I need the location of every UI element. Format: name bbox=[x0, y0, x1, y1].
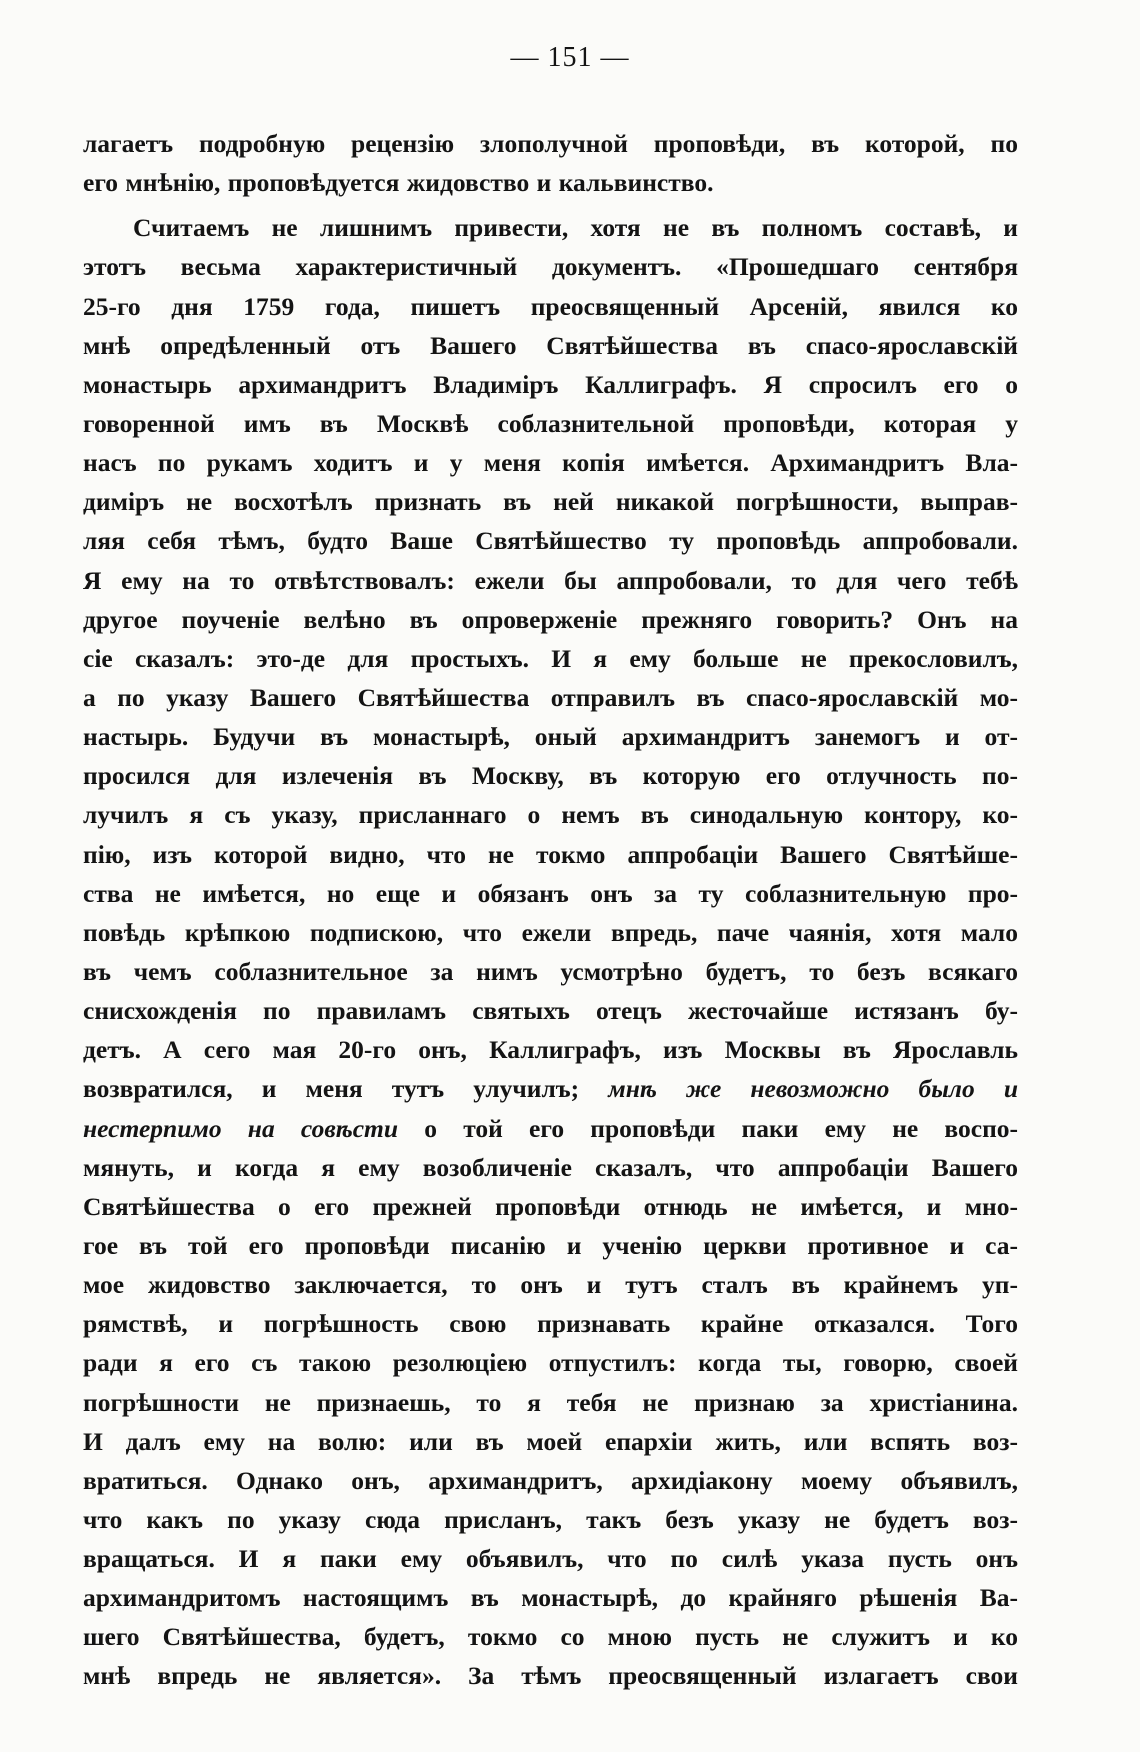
text-line: вращаться. И я паки ему объявилъ, что по силѣ указа пусть онъ bbox=[83, 1544, 1018, 1574]
text-line: мое жидовство заключается, то онъ и тутъ сталъ въ крайнемъ уп- bbox=[83, 1270, 1018, 1300]
text-line bbox=[83, 1069, 1018, 1108]
text-line: сіе сказалъ: это-де для простыхъ. И я ему больше не прекословилъ, bbox=[83, 643, 1018, 673]
text-line: насъ по рукамъ ходитъ и у меня копія имѣется. Архимандритъ Вла- bbox=[83, 448, 1018, 478]
text-line: детъ. А сего мая 20-го онъ, Каллиграфъ, изъ Москвы въ Ярославль bbox=[83, 1035, 1018, 1065]
text-line: И далъ ему на волю: или въ моей епархіи жить, или вспять воз- bbox=[83, 1426, 1018, 1456]
text-line: его мнѣнію, проповѣдуется жидовство и кальвинство. bbox=[83, 168, 714, 198]
text-line: настырь. Будучи въ монастырѣ, оный архимандритъ занемогъ и от- bbox=[83, 722, 1018, 752]
text-line bbox=[83, 1109, 1018, 1148]
text-line: архимандритомъ настоящимъ въ монастырѣ, до крайняго рѣшенія Ва- bbox=[83, 1583, 1018, 1613]
text-line: Считаемъ не лишнимъ привести, хотя не въ полномъ составѣ, и bbox=[133, 213, 1018, 243]
text-line: а по указу Вашего Святѣйшества отправилъ въ спасо-ярославскій мо- bbox=[83, 682, 1018, 712]
text-line: мнѣ опредѣленный отъ Вашего Святѣйшества въ спасо-ярославскій bbox=[83, 330, 1018, 360]
text-line: вратиться. Однако онъ, архимандритъ, архидіакону моему объявилъ, bbox=[83, 1465, 1018, 1495]
text-line: 25-го дня 1759 года, пишетъ преосвященный Арсеній, явился ко bbox=[83, 291, 1018, 321]
text-line: шего Святѣйшества, будетъ, токмо со мною пусть не служитъ и ко bbox=[83, 1622, 1018, 1652]
text-line: ства не имѣется, но еще и обязанъ онъ за ту соблазнительную про- bbox=[83, 878, 1018, 908]
text-line: лучилъ я съ указу, присланнаго о немъ въ синодальную контору, ко- bbox=[83, 800, 1018, 830]
text-line: пію, изъ которой видно, что не токмо аппробаціи Вашего Святѣйше- bbox=[83, 839, 1018, 869]
text-line: лагаетъ подробную рецензію злополучной проповѣди, въ которой, по bbox=[83, 129, 1018, 158]
body-text bbox=[83, 124, 1018, 1696]
text-line: монастырь архимандритъ Владиміръ Каллиграфъ. Я спросилъ его о bbox=[83, 369, 1018, 399]
text-line: гое въ той его проповѣди писанію и ученію церкви противное и са- bbox=[83, 1230, 1018, 1260]
text-line: погрѣшности не признаешь, то я тебя не признаю за христіанина. bbox=[83, 1387, 1018, 1417]
text-line: рямствѣ, и погрѣшность свою признавать крайне отказался. Того bbox=[83, 1309, 1018, 1339]
text-line: Я ему на то отвѣтствовалъ: ежели бы аппробовали, то для чего тебѣ bbox=[83, 565, 1018, 595]
text-line: диміръ не восхотѣлъ признать въ ней никакой погрѣшности, выправ- bbox=[83, 487, 1018, 517]
text-line: что какъ по указу сюда присланъ, такъ безъ указу не будетъ воз- bbox=[83, 1504, 1018, 1534]
text-line: ляя себя тѣмъ, будто Ваше Святѣйшество ту проповѣдь аппробовали. bbox=[83, 526, 1018, 556]
text-line: другое поученіе велѣно въ опроверженіе прежняго говорить? Онъ на bbox=[83, 604, 1018, 634]
text-line: Святѣйшества о его прежней проповѣди отнюдь не имѣется, и мно- bbox=[83, 1191, 1018, 1221]
text-line: говоренной имъ въ Москвѣ соблазнительной проповѣди, которая у bbox=[83, 408, 1018, 438]
italic-quote: мнѣ же невозможно было и bbox=[608, 1074, 1019, 1104]
text-line: въ чемъ соблазнительное за нимъ усмотрѣно будетъ, то безъ всякаго bbox=[83, 956, 1018, 986]
text-line: просился для излеченія въ Москву, въ которую его отлучность по- bbox=[83, 761, 1018, 791]
text-run: возвратился, и меня тутъ улучилъ; bbox=[83, 1074, 580, 1104]
text-line: повѣдь крѣпкою подпискою, что ежели впредь, паче чаянія, хотя мало bbox=[83, 917, 1018, 947]
text-run: о той его проповѣди паки ему не воспо- bbox=[424, 1113, 1019, 1143]
text-line: ради я его съ такою резолюціею отпустилъ: когда ты, говорю, своей bbox=[83, 1348, 1018, 1378]
italic-quote: нестерпимо на совѣсти bbox=[83, 1113, 399, 1143]
text-line: этотъ весьма характеристичный документъ. «Прошедшаго сентября bbox=[83, 252, 1018, 282]
text-line: снисхожденія по правиламъ святыхъ отецъ жесточайше истязанъ бу- bbox=[83, 996, 1018, 1026]
text-line: мнѣ впредь не является». За тѣмъ преосвященный излагаетъ свои bbox=[83, 1661, 1018, 1691]
page-number: — 151 — bbox=[510, 42, 630, 73]
text-line: мянуть, и когда я ему возобличеніе сказалъ, что аппробаціи Вашего bbox=[83, 1152, 1018, 1182]
